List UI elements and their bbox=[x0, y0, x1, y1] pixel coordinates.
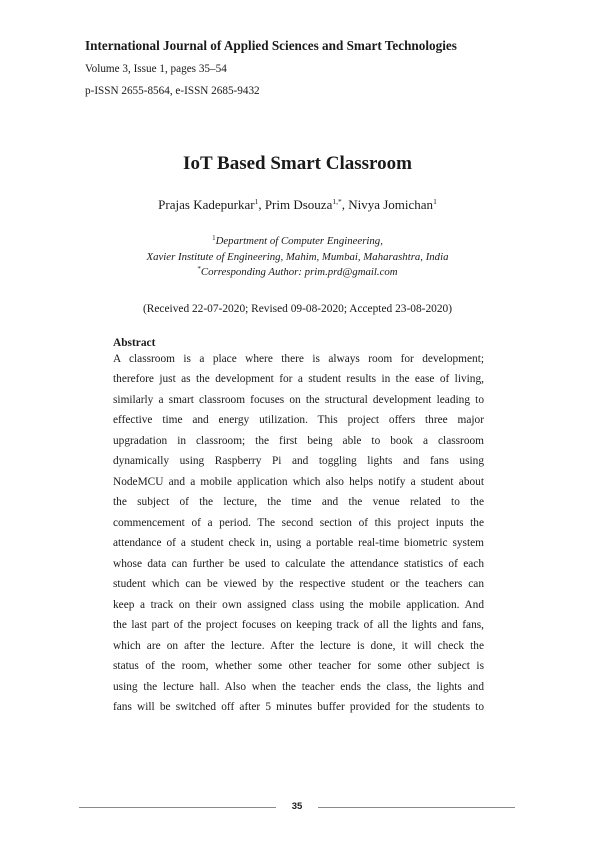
corresponding-mark: * bbox=[197, 265, 201, 273]
abstract-line: keep a track on their own assigned class using the mobile application. And bbox=[113, 598, 484, 611]
journal-header bbox=[85, 38, 457, 98]
abstract-line: using the lecture hall. Also when the teacher ends the class, the lights and bbox=[113, 680, 484, 693]
abstract-heading: Abstract bbox=[113, 337, 156, 349]
journal-name: International Journal of Applied Sciences and Smart Technologies bbox=[85, 38, 457, 53]
author-list bbox=[0, 197, 595, 213]
author-affiliation-mark: 1,* bbox=[332, 197, 342, 206]
paper-title: IoT Based Smart Classroom bbox=[183, 153, 412, 174]
abstract-line: attendance of a student check in, using a portable real-time biometric system bbox=[113, 537, 484, 550]
department-text: Department of Computer Engineering, bbox=[215, 235, 383, 247]
corresponding-text: Corresponding Author: prim.prd@gmail.com bbox=[200, 266, 398, 278]
author-separator: , bbox=[341, 197, 349, 212]
affiliation-institute: Xavier Institute of Engineering, Mahim, Mumbai, Maharashtra, India bbox=[146, 250, 449, 263]
affiliation-department bbox=[0, 234, 595, 250]
abstract-line: student which can be viewed by the respective student or the teachers can bbox=[113, 578, 484, 591]
author-name: Nivya Jomichan bbox=[348, 197, 434, 212]
affiliation-block bbox=[0, 234, 595, 281]
author-name: Prim Dsouza bbox=[264, 197, 333, 212]
abstract-line: which are on after the lecture. After the lecture is done, it will check the bbox=[113, 639, 484, 652]
abstract-line: dynamically using Raspberry Pi and toggling lights and fans using bbox=[113, 455, 484, 468]
abstract-line: similarly a smart classroom focuses on the structural development leading to bbox=[113, 393, 484, 406]
abstract-line: therefore just as the development for a student results in the ease of living, bbox=[113, 373, 484, 386]
abstract-line: whose data can further be used to calculate the attendance statistics of each bbox=[113, 557, 484, 570]
abstract-line: the subject of the lecture, the time and the venue related to the bbox=[113, 496, 484, 509]
footer-rule-right bbox=[318, 807, 515, 808]
abstract-line: effective time and energy utilization. This project offers three major bbox=[113, 414, 484, 427]
author-name: Prajas Kadepurkar bbox=[158, 197, 255, 212]
affiliation-mark: 1 bbox=[212, 234, 216, 242]
abstract-line: fans will be switched off after 5 minutes buffer provided for the students to bbox=[113, 700, 484, 713]
page-number: 35 bbox=[291, 801, 303, 812]
footer-rule-left bbox=[79, 807, 276, 808]
author-affiliation-mark: 1 bbox=[433, 197, 437, 206]
submission-dates: (Received 22-07-2020; Revised 09-08-2020; Accepted 23-08-2020) bbox=[142, 303, 453, 315]
author-separator: , bbox=[258, 197, 265, 212]
abstract-line: the last part of the project focuses on keeping track of all the lights and fans, bbox=[113, 619, 484, 632]
volume-info: Volume 3, Issue 1, pages 35–54 bbox=[85, 63, 227, 75]
abstract-line: NodeMCU and a mobile application which also helps notify a student about bbox=[113, 475, 484, 488]
abstract-line: status of the room, whether some other teacher for some other subject is bbox=[113, 660, 484, 673]
abstract-body bbox=[113, 349, 484, 717]
corresponding-author bbox=[0, 265, 595, 281]
author-affiliation-mark: 1 bbox=[254, 197, 259, 206]
issn-info: p-ISSN 2655-8564, e-ISSN 2685-9432 bbox=[85, 85, 260, 97]
abstract-line: commencement of a period. The second section of this project inputs the bbox=[113, 516, 484, 529]
abstract-line: upgradation in classroom; the first being able to book a classroom bbox=[113, 434, 484, 447]
abstract-line: A classroom is a place where there is always room for development; bbox=[113, 353, 484, 365]
